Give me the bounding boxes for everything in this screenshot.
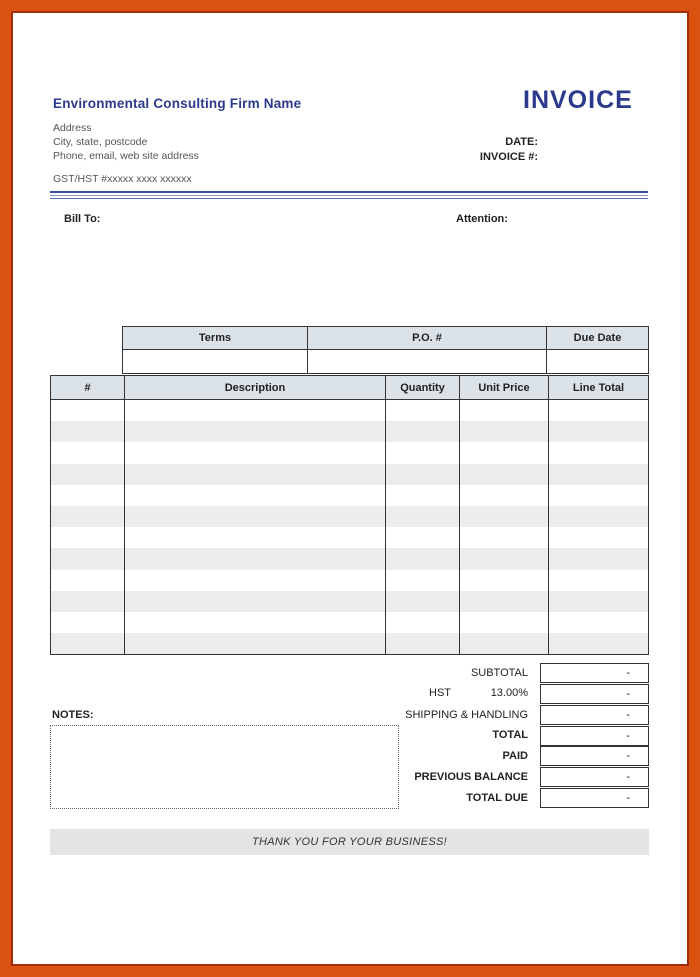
item-unit-price-cell[interactable] — [460, 485, 549, 506]
item-quantity-cell[interactable] — [386, 548, 460, 569]
table-row — [51, 570, 649, 591]
previous-balance-label: PREVIOUS BALANCE — [414, 771, 528, 783]
city-line: City, state, postcode — [53, 136, 148, 148]
item-description-cell[interactable] — [125, 570, 386, 591]
line-total-header: Line Total — [549, 376, 649, 400]
total-due-value: - — [540, 788, 649, 808]
table-row — [51, 612, 649, 633]
date-label: DATE: — [505, 136, 538, 148]
item-quantity-cell[interactable] — [386, 527, 460, 548]
hst-rate: 13.00% — [490, 687, 528, 699]
item-description-cell[interactable] — [125, 485, 386, 506]
thank-you-banner: THANK YOU FOR YOUR BUSINESS! — [50, 829, 649, 855]
table-row — [51, 421, 649, 442]
table-row — [51, 485, 649, 506]
item-line-total-cell[interactable] — [549, 591, 649, 612]
subtotal-value: - — [540, 663, 649, 683]
contact-line: Phone, email, web site address — [53, 150, 199, 162]
item-quantity-cell[interactable] — [386, 400, 460, 422]
hst-label: HST — [429, 687, 451, 699]
terms-header: Terms — [123, 327, 308, 350]
item-description-cell[interactable] — [125, 548, 386, 569]
item-number-cell[interactable] — [51, 527, 125, 548]
header-divider — [50, 191, 648, 193]
item-description-cell[interactable] — [125, 442, 386, 463]
item-unit-price-cell[interactable] — [460, 442, 549, 463]
table-row — [51, 506, 649, 527]
hst-value: - — [540, 684, 649, 704]
quantity-header: Quantity — [386, 376, 460, 400]
item-quantity-cell[interactable] — [386, 421, 460, 442]
item-description-cell[interactable] — [125, 633, 386, 655]
item-number-cell[interactable] — [51, 633, 125, 655]
item-line-total-cell[interactable] — [549, 442, 649, 463]
item-unit-price-cell[interactable] — [460, 464, 549, 485]
paid-label: PAID — [502, 750, 528, 762]
invoice-number-label: INVOICE #: — [479, 151, 538, 163]
item-line-total-cell[interactable] — [549, 400, 649, 422]
address-line: Address — [53, 122, 92, 134]
item-description-cell[interactable] — [125, 421, 386, 442]
item-line-total-cell[interactable] — [549, 548, 649, 569]
item-number-cell[interactable] — [51, 570, 125, 591]
previous-balance-value[interactable]: - — [540, 767, 649, 787]
description-header: Description — [125, 376, 386, 400]
item-number-cell[interactable] — [51, 464, 125, 485]
item-unit-price-cell[interactable] — [460, 548, 549, 569]
item-quantity-cell[interactable] — [386, 591, 460, 612]
item-unit-price-cell[interactable] — [460, 421, 549, 442]
table-row — [51, 527, 649, 548]
item-number-cell[interactable] — [51, 591, 125, 612]
item-unit-price-cell[interactable] — [460, 633, 549, 655]
po-header: P.O. # — [308, 327, 547, 350]
item-number-cell[interactable] — [51, 612, 125, 633]
header-divider — [50, 195, 648, 196]
item-quantity-cell[interactable] — [386, 570, 460, 591]
table-row — [51, 400, 649, 422]
item-line-total-cell[interactable] — [549, 421, 649, 442]
total-due-label: TOTAL DUE — [466, 792, 528, 804]
invoice-title: INVOICE — [523, 86, 633, 114]
item-number-cell[interactable] — [51, 400, 125, 422]
item-line-total-cell[interactable] — [549, 485, 649, 506]
item-description-cell[interactable] — [125, 612, 386, 633]
item-unit-price-cell[interactable] — [460, 591, 549, 612]
subtotal-label: SUBTOTAL — [470, 667, 528, 679]
tax-number: GST/HST #xxxxx xxxx xxxxxx — [53, 173, 192, 185]
item-description-cell[interactable] — [125, 400, 386, 422]
total-value: - — [540, 726, 649, 746]
item-number-cell[interactable] — [51, 506, 125, 527]
item-quantity-cell[interactable] — [386, 485, 460, 506]
bill-to-label: Bill To: — [64, 213, 101, 225]
item-description-cell[interactable] — [125, 464, 386, 485]
table-row — [51, 464, 649, 485]
terms-cell[interactable] — [123, 350, 308, 374]
table-row — [51, 548, 649, 569]
item-unit-price-cell[interactable] — [460, 570, 549, 591]
item-number-cell[interactable] — [51, 548, 125, 569]
item-line-total-cell[interactable] — [549, 527, 649, 548]
due-date-header: Due Date — [547, 327, 649, 350]
items-table — [50, 375, 649, 655]
item-quantity-cell[interactable] — [386, 506, 460, 527]
shipping-value[interactable]: - — [540, 705, 649, 725]
item-line-total-cell[interactable] — [549, 506, 649, 527]
item-quantity-cell[interactable] — [386, 612, 460, 633]
item-line-total-cell[interactable] — [549, 612, 649, 633]
total-label: TOTAL — [492, 729, 528, 741]
item-line-total-cell[interactable] — [549, 464, 649, 485]
table-row — [51, 442, 649, 463]
paid-value[interactable]: - — [540, 746, 649, 766]
item-quantity-cell[interactable] — [386, 442, 460, 463]
item-description-cell[interactable] — [125, 506, 386, 527]
firm-name: Environmental Consulting Firm Name — [53, 96, 302, 111]
header-divider — [50, 198, 648, 199]
item-unit-price-cell[interactable] — [460, 527, 549, 548]
item-line-total-cell[interactable] — [549, 633, 649, 655]
number-header: # — [51, 376, 125, 400]
terms-table — [122, 326, 649, 374]
unit-price-header: Unit Price — [460, 376, 549, 400]
item-number-cell[interactable] — [51, 442, 125, 463]
notes-field[interactable] — [50, 725, 399, 809]
po-cell[interactable] — [308, 350, 547, 374]
item-unit-price-cell[interactable] — [460, 400, 549, 422]
due-date-cell[interactable] — [547, 350, 649, 374]
table-row — [51, 633, 649, 655]
notes-label: NOTES: — [52, 709, 94, 721]
item-number-cell[interactable] — [51, 421, 125, 442]
item-unit-price-cell[interactable] — [460, 506, 549, 527]
attention-label: Attention: — [456, 213, 508, 225]
item-line-total-cell[interactable] — [549, 570, 649, 591]
shipping-label: SHIPPING & HANDLING — [405, 709, 528, 721]
item-description-cell[interactable] — [125, 591, 386, 612]
item-quantity-cell[interactable] — [386, 633, 460, 655]
item-number-cell[interactable] — [51, 485, 125, 506]
item-description-cell[interactable] — [125, 527, 386, 548]
item-unit-price-cell[interactable] — [460, 612, 549, 633]
item-quantity-cell[interactable] — [386, 464, 460, 485]
table-row — [51, 591, 649, 612]
